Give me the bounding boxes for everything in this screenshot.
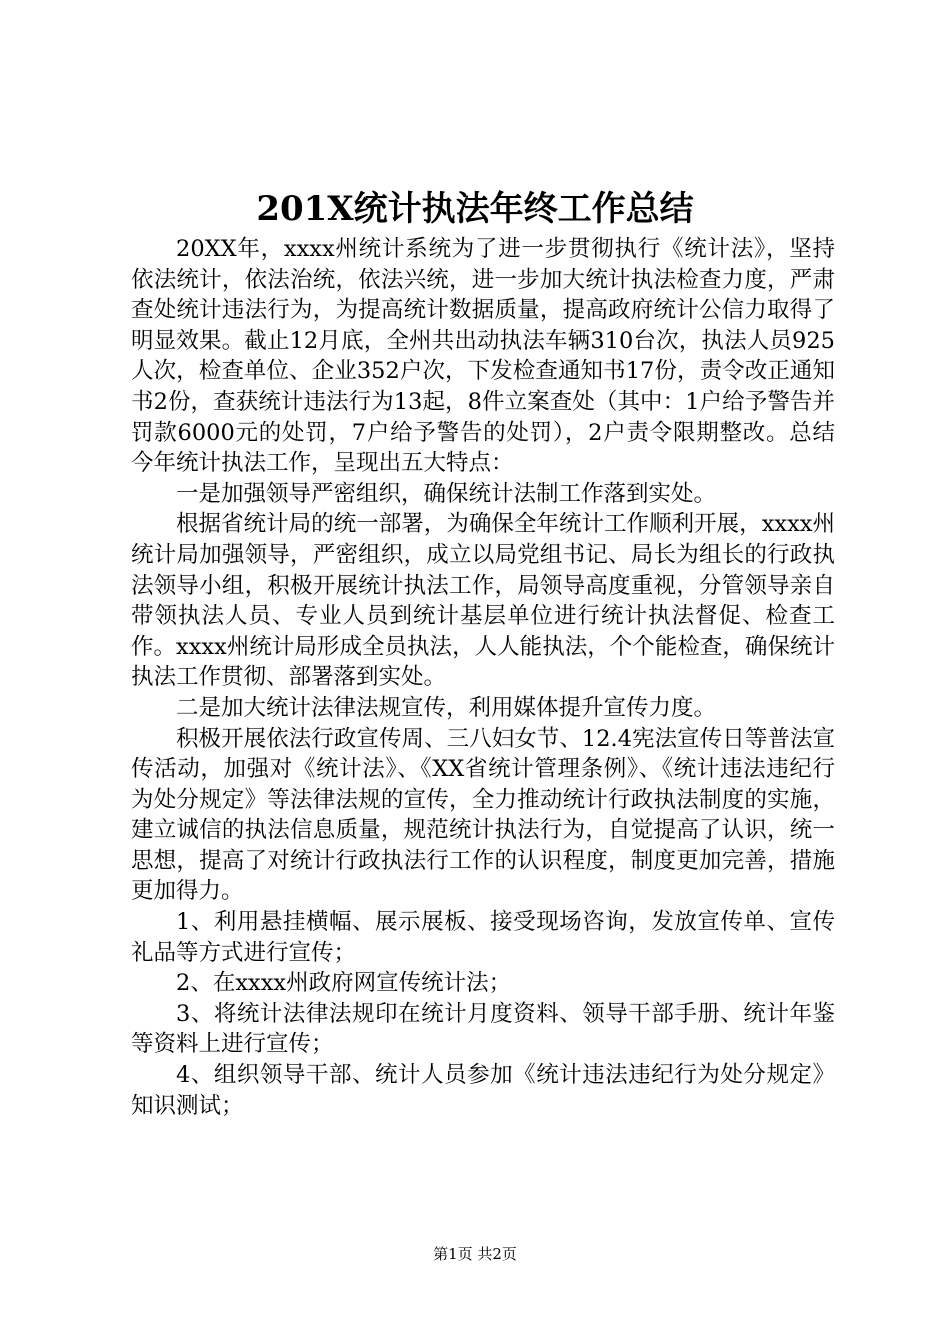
- list-item-1: 1、利用悬挂横幅、展示展板、接受现场咨询，发放宣传单、宣传礼品等方式进行宣传；: [131, 909, 835, 966]
- paragraph-leadership: 根据省统计局的统一部署，为确保全年统计工作顺利开展，xxxx州统计局加强领导，严密组织，成立以局党组书记、局长为组长的行政执法领导小组，积极开展统计执法工作，局领导高度重视，分管领导亲自带领执法人员、专业人员到统计基层单位进行统计执法督促、检查工作。xxxx州统计局形成全员执法，人人能执法，个个能检查，确保统计执法工作贯彻、部署落到实处。: [131, 511, 835, 691]
- list-item-4: 4、组织领导干部、统计人员参加《统计违法违纪行为处分规定》知识测试；: [131, 1062, 835, 1119]
- document-body: [131, 234, 835, 1121]
- paragraph-heading-one: 一是加强领导严密组织，确保统计法制工作落到实处。: [176, 480, 717, 507]
- page-footer: 第1页 共2页: [433, 1245, 517, 1263]
- paragraph-intro: 20XX年，xxxx州统计系统为了进一步贯彻执行《统计法》，坚持依法统计，依法治统，依法兴统，进一步加大统计执法检查力度，严肃查处统计违法行为，为提高统计数据质量，提高政府统计公信力取得了明显效果。截止12月底，全州共出动执法车辆310台次，执法人员925人次，检查单位、企业352户次，下发检查通知书17份，责令改正通知书2份，查获统计违法行为13起，8件立案查处（其中：1户给予警告并罚款6000元的处罚，7户给予警告的处罚），2户责令限期整改。总结今年统计执法工作，呈现出五大特点：: [131, 236, 835, 477]
- list-item-3: 3、将统计法律法规印在统计月度资料、领导干部手册、统计年鉴等资料上进行宣传；: [131, 1000, 835, 1058]
- list-item-2: 2、在xxxx州政府网宣传统计法；: [176, 970, 512, 997]
- paragraph-heading-two: 二是加大统计法律法规宣传，利用媒体提升宣传力度。: [176, 694, 717, 721]
- document-title: 201X统计执法年终工作总结: [256, 189, 694, 229]
- paragraph-publicity: 积极开展依法行政宣传周、三八妇女节、12.4宪法宣传日等普法宣传活动，加强对《统计法》、《XX省统计管理条例》、《统计违法违纪行为处分规定》等法律法规的宣传，全力推动统计行政执法制度的实施，建立诚信的执法信息质量，规范统计执法行为，自觉提高了认识，统一思想，提高了对统计行政执法行工作的认识程度，制度更加完善，措施更加得力。: [131, 725, 835, 905]
